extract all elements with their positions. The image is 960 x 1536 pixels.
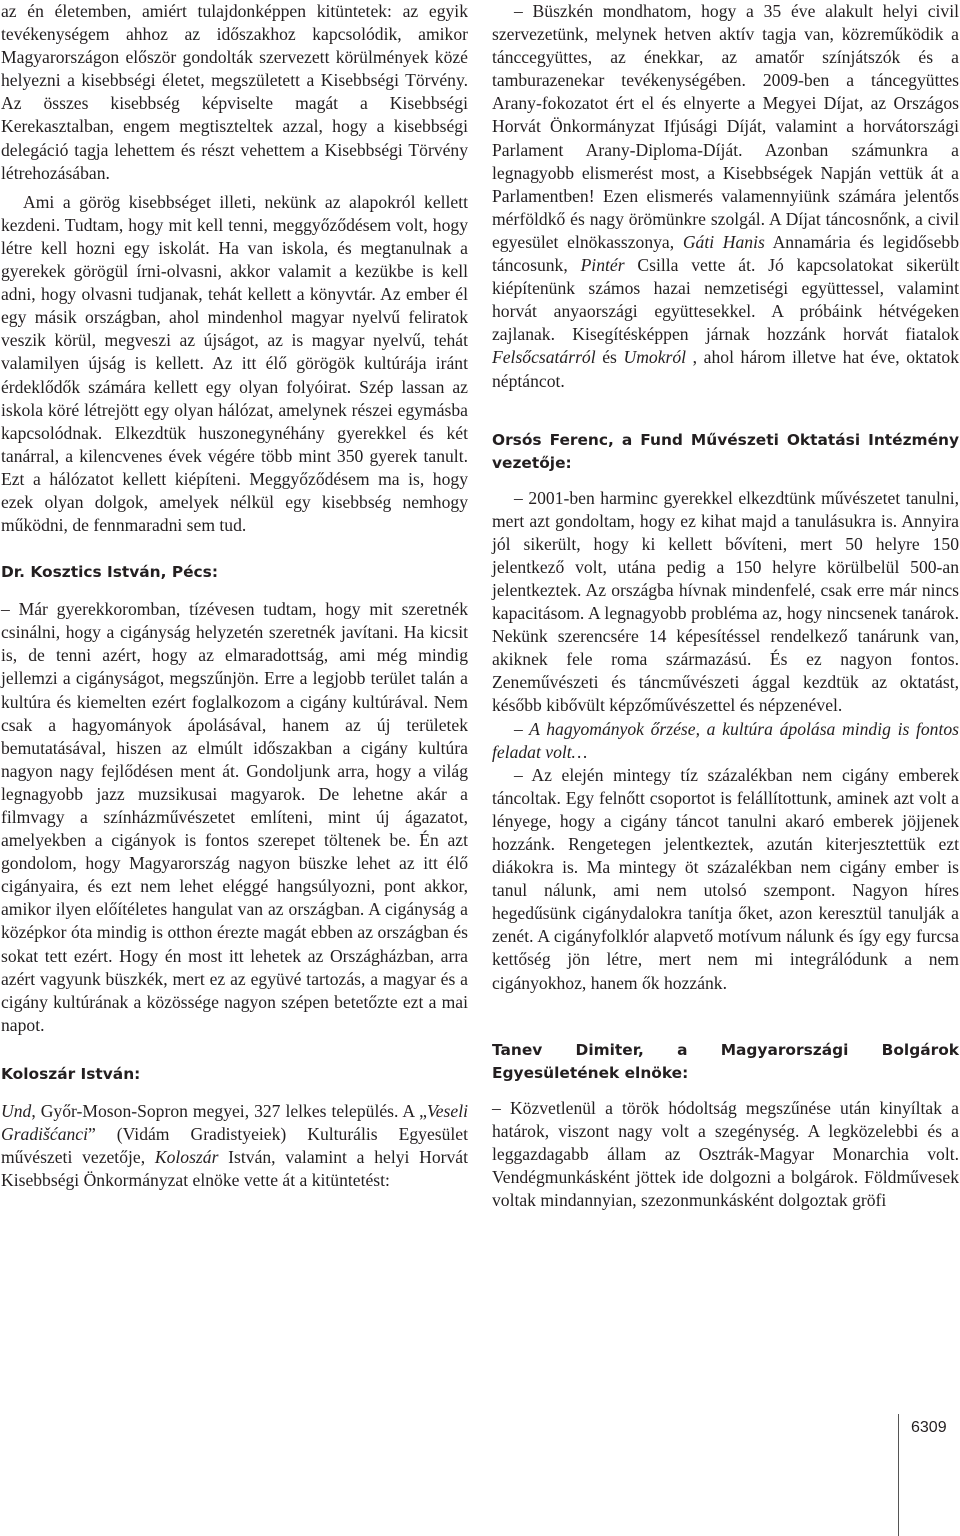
italic-place-name: Umokról bbox=[623, 347, 687, 368]
left-column bbox=[1, 0, 468, 1192]
italic-place-name: Und bbox=[1, 1100, 32, 1121]
italic-person-name: Gáti Hanis bbox=[682, 231, 765, 252]
paragraph: Und, Győr-Moson-Sopron megyei, 327 lelkes település. A „Veseli Gradišćanci” (Vidám Gradistyeiek) Kulturális Egyesület művészeti vezetője, Koloszár István, valamint a helyi Horvát Kisebbségi Önkormányzat elnöke vette át a kitüntetést: bbox=[1, 1100, 468, 1191]
speaker-heading-kosztics: Dr. Kosztics István, Pécs: bbox=[1, 563, 218, 582]
italic-person-name: Koloszár bbox=[154, 1147, 219, 1168]
right-column bbox=[492, 0, 959, 1212]
page-number-box bbox=[898, 1414, 960, 1536]
italic-group-name: Veseli Gradišćanci bbox=[1, 1100, 468, 1145]
speaker-heading-orsos: Orsós Ferenc, a Fund Művészeti Oktatási Intézmény vezetője: bbox=[492, 430, 959, 472]
paragraph: – Közvetlenül a török hódoltság megszűnése után kinyíltak a határok, viszont nagy volt a szegénység. A legközelebbi és a leggazdagabb állam az Osztrák-Magyar Monarchia volt. Vendégmunkásként jöttek ide dolgozni a bolgárok. Földművesek voltak mindannyian, szezonmunkásként dolgoztak gröfi bbox=[492, 1097, 959, 1211]
paragraph: – 2001-ben harminc gyerekkel elkezdtünk művészetet tanulni, mert azt gondoltam, hogy ez kihat majd a tanulásukra is. Annyira jól sikerült, hogy ki kellett bővíteni, mert 50 helyre 150 jelentkező volt, utána pedig a 150 helyre körülbelül 500-an jelentkeztek. Az országba hívnak mindenfelé, csak erre már nincs kapacitásom. A legnagyobb probléma az, hogy nincsenek tanárok. Nekünk szerencsére 14 képesítéssel rendelkező tanárunk van, akiknek fele roma származású. És ez nagyon fontos. Zeneművészeti és táncművészeti ággal kezdtük az oktatást, később kibővült képzőművészettel és népzenével. bbox=[492, 487, 959, 716]
paragraph: Ami a görög kisebbséget illeti, nekünk az alapokról kellett kezdeni. Tudtam, hogy mit kell tenni, meggyőződésem volt, hogy létre kell hozni egy iskolát. Ha van iskola, és megtanulnak a gyerekek görögül írni-olvasni, akkor valamit a kezükbe is kell adni, hogy olvasni tudjanak, tehát kellett a könyvtár. Az ember él egy másik országban, ahol mindenhol magyar nyelvű feliratok veszik körül, megveszi az újságot, az is magyar nyelvű, tehát valamilyen újság is kellett. Az itt élő görögök kultúrája iránt érdeklődők számára kellett egy olyan folyóirat. Szép lassan az iskola köré létrejött egy olyan hálózat, amelynek részei egymásba kapcsolódnak. Elkezdtük huszonegynéhány gyerekkel és két tanárral, a kilencvenes évek végére több mint 350 gyerek tanult. Ezt a hálózatot kellett kiépíteni. Meggyőződésem ma is, hogy ezek olyan dolgok, amelyek nélkül egy kisebbség nemhogy működni, de fennmaradni sem tud. bbox=[1, 191, 468, 536]
speaker-heading-tanev: Tanev Dimiter, a Magyarországi Bolgárok Egyesületének elnöke: bbox=[492, 1040, 959, 1082]
paragraph-italic: – A hagyományok őrzése, a kultúra ápolása mindig is fontos feladat volt… bbox=[492, 718, 959, 762]
paragraph: – Már gyerekkoromban, tízévesen tudtam, hogy mit szeretnék csinálni, hogy a cigányság helyzetén szeretnék javítani. Ha kicsit is, de tenni azért, hogy az elmaradottság, ami még mindig jellemzi a cigányságot, megszűnjön. Erre a legjobb terület talán a kultúra és kiemelten ezért foglalkozom a cigány kultúrával. Nem csak a hagyományok ápolásával, hanem az új területek bemutatásával, hiszen az elmúlt időszakban a cigány kultúra nagyon nagy fejlődésen ment át. Gondoljunk arra, hogy a világ legnagyobb jazz muzsikusai magyarok. De lehetne akár a filmvagy a színházművészetet említeni, mint új ágazatot, amelyekben a cigányok is fontos szerepet töltenek be. Én azt gondolom, hogy Magyarország nagyon büszke lehet az itt élő cigányaira, és ezt nem lehet eléggé hangsúlyozni, pont akkor, amikor ilyen előítéletes hangulat van az országban. A cigányság a középkor óta mindig is otthon érezte magát ebben az országban és sokat tett ezért. Hogy én most itt lehetek az Országházban, arra azért vagyunk büszkék, mert ez az együvé tartozás, a magyar és a cigány kultúrának a közössége nagyon szépen betetőzte ezt a mai napot. bbox=[1, 599, 468, 1035]
paragraph: az én életemben, amiért tulajdonképpen kitüntetek: az egyik tevékenységem ahhoz az időszakhoz kapcsolódik, amikor Magyarországon először gondolták szervezett körülmények közé helyezni a kisebbségi életet, megszületett a Kisebbségi Törvény. Az összes kisebbség képviselte magát a Kisebbségi Kerekasztalban, engem megtiszteltek azzal, hogy a kisebbségi delegáció tagja lehettem és részt vehettem a Kisebbségi Törvény létrehozásában. bbox=[1, 1, 468, 183]
paragraph: – Büszkén mondhatom, hogy a 35 éve alakult helyi civil szervezetünk, melynek hetven aktív tagja van, közreműködik a tánccegyüttes, az énekkar, az amatőr színjátszók és a tamburazenekar tevékenységében. 2009-ben a táncegyüttes Arany-fokozatot ért el és elnyerte a Megyei Díjat, az Országos Horvát Önkormányzat Ifjúsági Díját, valamint a horvátországi Parlament Arany-Diploma-Díját. Azonban számunkra a legnagyobb elismerést most, a Kisebbségek Napján vettük át a Parlamentben! Ezen elismerés valamennyiünk számára jelentős mérföldkő és nagy örömünkre szolgál. A Díjat táncosnőnk, a civil egyesület elnökasszonya, Gáti Hanis Annamária és legidősebb táncosunk, Pintér Csilla vette át. Jó kapcsolatokat sikerült kiépítenünk számos hazai nemzetiségi együttessel, valamint horvát anyaországi együttesekkel. A próbáink hétvégeken zajlanak. Kisegítésképpen járnak hozzánk horvát fiatalok Felsőcsatárról és Umokról , ahol három illetve hat éve, oktatok néptáncot. bbox=[492, 1, 959, 391]
speaker-heading-koloszar: Koloszár István: bbox=[1, 1064, 141, 1083]
italic-person-name: Pintér bbox=[580, 255, 625, 276]
page-number: 6309 bbox=[911, 1419, 947, 1436]
paragraph: – Az elején mintegy tíz százalékban nem cigány emberek táncoltak. Egy felnőtt csoportot is felállítottunk, aminek azt volt a lényege, hogy a cigány táncot tanulni akaró emberek jöjjenek hozzánk. Rengetegen jelentkeztek, azután kiterjesztettük ezt diákokra is. Ma mintegy öt százalékban nem cigány ember is tanul nálunk, ami nem utolsó szempont. Nagyon híres hegedűsünk cigánydalokra tanítja őket, azon keresztül tanulják a zenét. A cigányfolklór alapvető motívum nálunk és így egy furcsa kettőség jön létre, mert nem mi integrálódunk a nem cigányokhoz, hanem ők hozzánk. bbox=[492, 764, 959, 993]
italic-place-name: Felsőcsatárról bbox=[492, 347, 596, 368]
